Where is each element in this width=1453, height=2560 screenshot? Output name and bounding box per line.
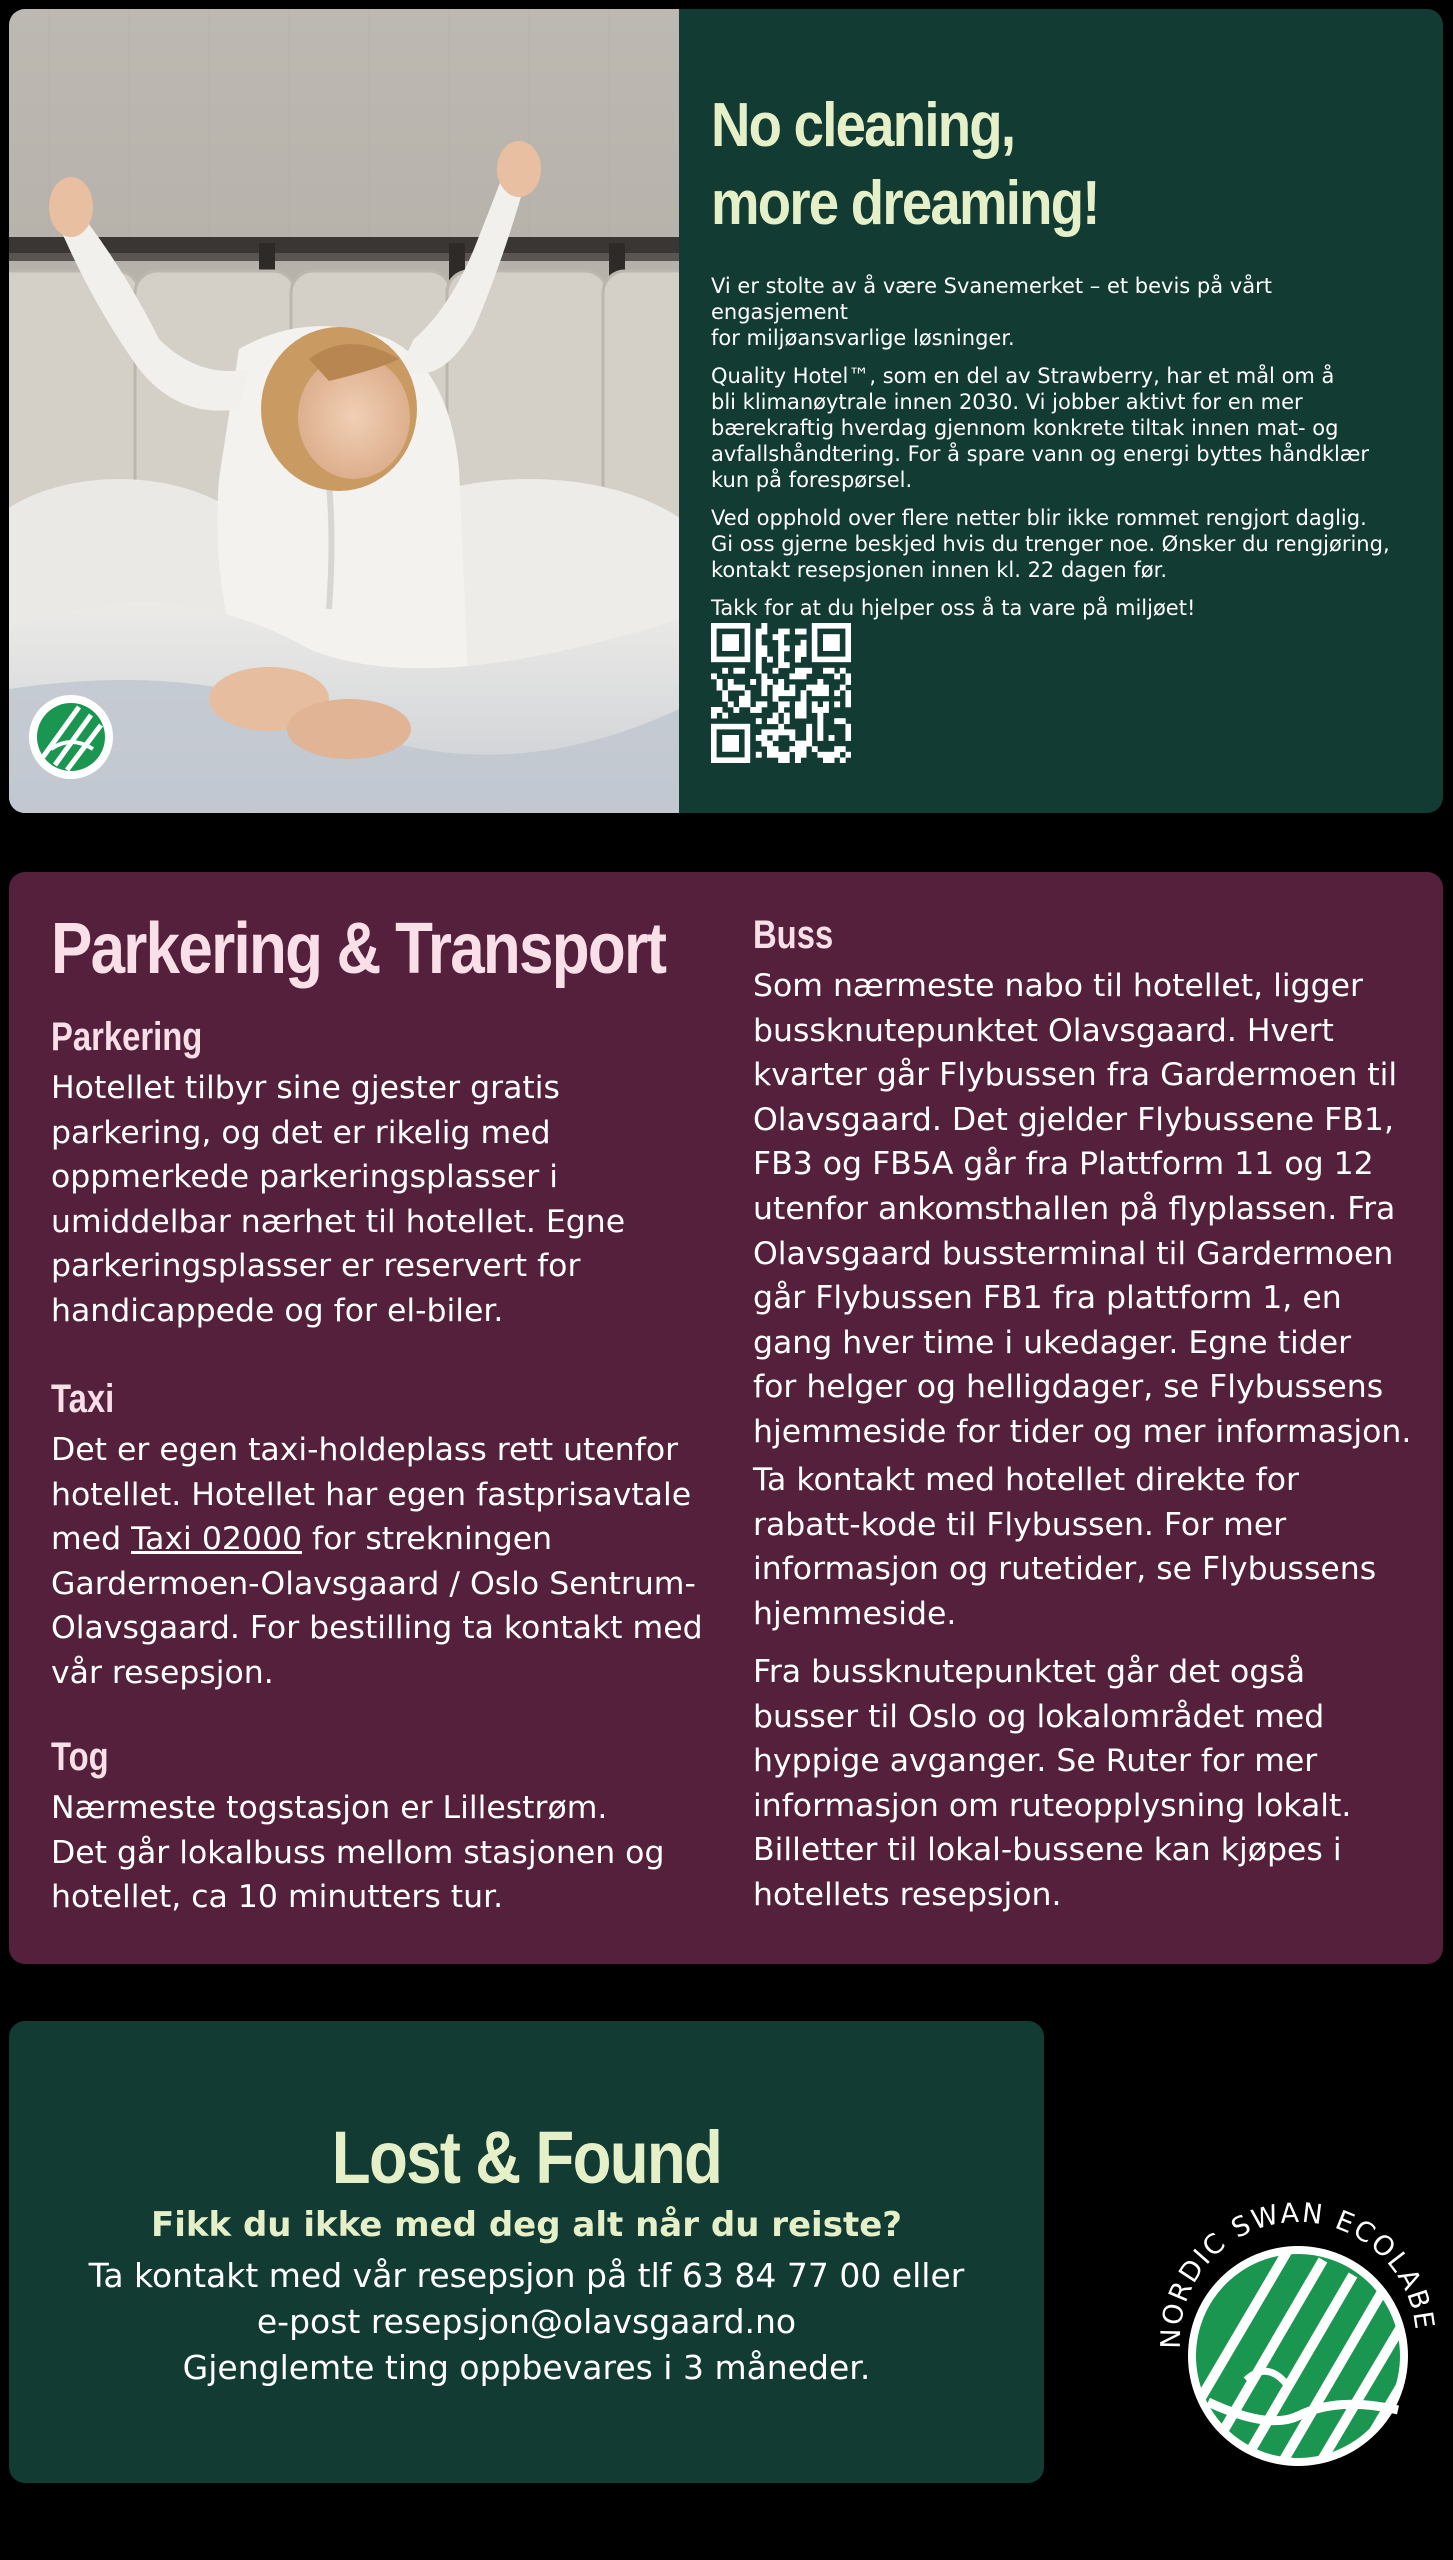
buss-text-1: Som nærmeste nabo til hotellet, ligger bussknutepunktet Olavsgaard. Hvert kvarter går Flybussen fra Gardermoen til Olavsgaard. Det gjelder Flybussene FB1, FB3 og FB5A går fra Plattform 11 og 12 utenfor ankomsthallen på flyplassen. Fra Olavsgaard bussterminal til Gardermoen går Flybussen FB1 fra plattform 1, en gang hver time i ukedager. Egne tider for helger og helligdager, se Flybussens hjemmeside for tider og mer informasjon. [753,968,1412,1450]
eco-paragraph-3: Ved opphold over flere netter blir ikke rommet rengjort daglig. Gi oss gjerne beskjed hvis du trenger noe. Ønsker du rengjøring, kontakt resepsjonen innen kl. 22 dagen før. [711,506,1390,582]
parking-transport-card [9,872,1443,1964]
taxi-heading: Taxi [51,1377,115,1421]
eco-card [9,9,1443,813]
eco-paragraph-4: Takk for at du hjelper oss å ta vare på miljøet! [711,596,1196,620]
hotel-guest-photo [9,9,679,813]
lost-found-subtitle: Fikk du ikke med deg alt når du reiste? [151,2205,902,2245]
lost-email-line: e-post resepsjon@olavsgaard.no [256,2302,797,2341]
lost-found-card [9,2021,1044,2483]
parkering-text: Hotellet tilbyr sine gjester gratis parkering, og det er rikelig med oppmerkede parkeringsplasser i umiddelbar nærhet til hotellet. Egne parkeringsplasser er reservert for handicappede og for el-biler. [51,1070,626,1329]
tog-text: Nærmeste togstasjon er Lillestrøm. Det går lokalbuss mellom stasjonen og hotellet, ca 10 minutters tur. [51,1790,665,1916]
taxi-text-part-2: for strekningen Gardermoen-Olavsgaard / Oslo Sentrum- Olavsgaard. For bestilling ta kontakt med vår resepsjon. [51,1521,703,1691]
parkering-heading: Parkering [51,1015,203,1059]
nordic-swan-ecolabel-icon [1148,2190,1448,2490]
eco-paragraph-1: Vi er stolte av å være Svanemerket – et bevis på vårt engasjement for miljøansvarlige løsninger. [711,274,1272,350]
buss-text-2: Ta kontakt med hotellet direkte for rabatt-kode til Flybussen. For mer informasjon og rutetider, se Flybussens hjemmeside. [753,1462,1377,1632]
lost-storage-line: Gjenglemte ting oppbevares i 3 måneder. [182,2348,871,2387]
taxi-text [51,1428,741,1696]
eco-text-block [711,87,1401,633]
qr-code-icon[interactable] [711,623,851,763]
lost-contact-line: Ta kontakt med vår resepsjon på tlf 63 84 77 00 eller [88,2256,965,2295]
buss-heading: Buss [753,913,834,957]
taxi-02000-link[interactable]: Taxi 02000 [131,1521,303,1558]
headline-line-2: more dreaming! [711,169,1099,238]
parking-transport-title: Parkering & Transport [51,909,666,989]
buss-text-3: Fra bussknutepunktet går det også busser til Oslo og lokalområdet med hyppige avganger. Se Ruter for mer informasjon om ruteopplysning lokalt. Billetter til lokal-bussene kan kjøpes i hotellets resepsjon. [753,1654,1352,1913]
headline-line-1: No cleaning, [711,91,1015,160]
tog-heading: Tog [51,1735,109,1779]
taxi-text-part-1: Det er egen taxi-holdeplass rett utenfor hotellet. Hotellet har egen fastprisavtale med [51,1432,692,1558]
eco-headline [711,87,1397,243]
eco-paragraph-2: Quality Hotel™, som en del av Strawberry, har et mål om å bli klimanøytrale innen 2030. Vi jobber aktivt for en mer bærekraftig hverdag gjennom konkrete tiltak innen mat- og avfallshåndtering. For å spare vann og energi byttes håndklær kun på forespørsel. [711,364,1370,492]
swan-badge-icon [29,695,113,779]
lost-found-title: Lost & Found [331,2116,722,2199]
ecolabel-text: NORDIC SWAN ECOLABE [1155,2197,1440,2349]
